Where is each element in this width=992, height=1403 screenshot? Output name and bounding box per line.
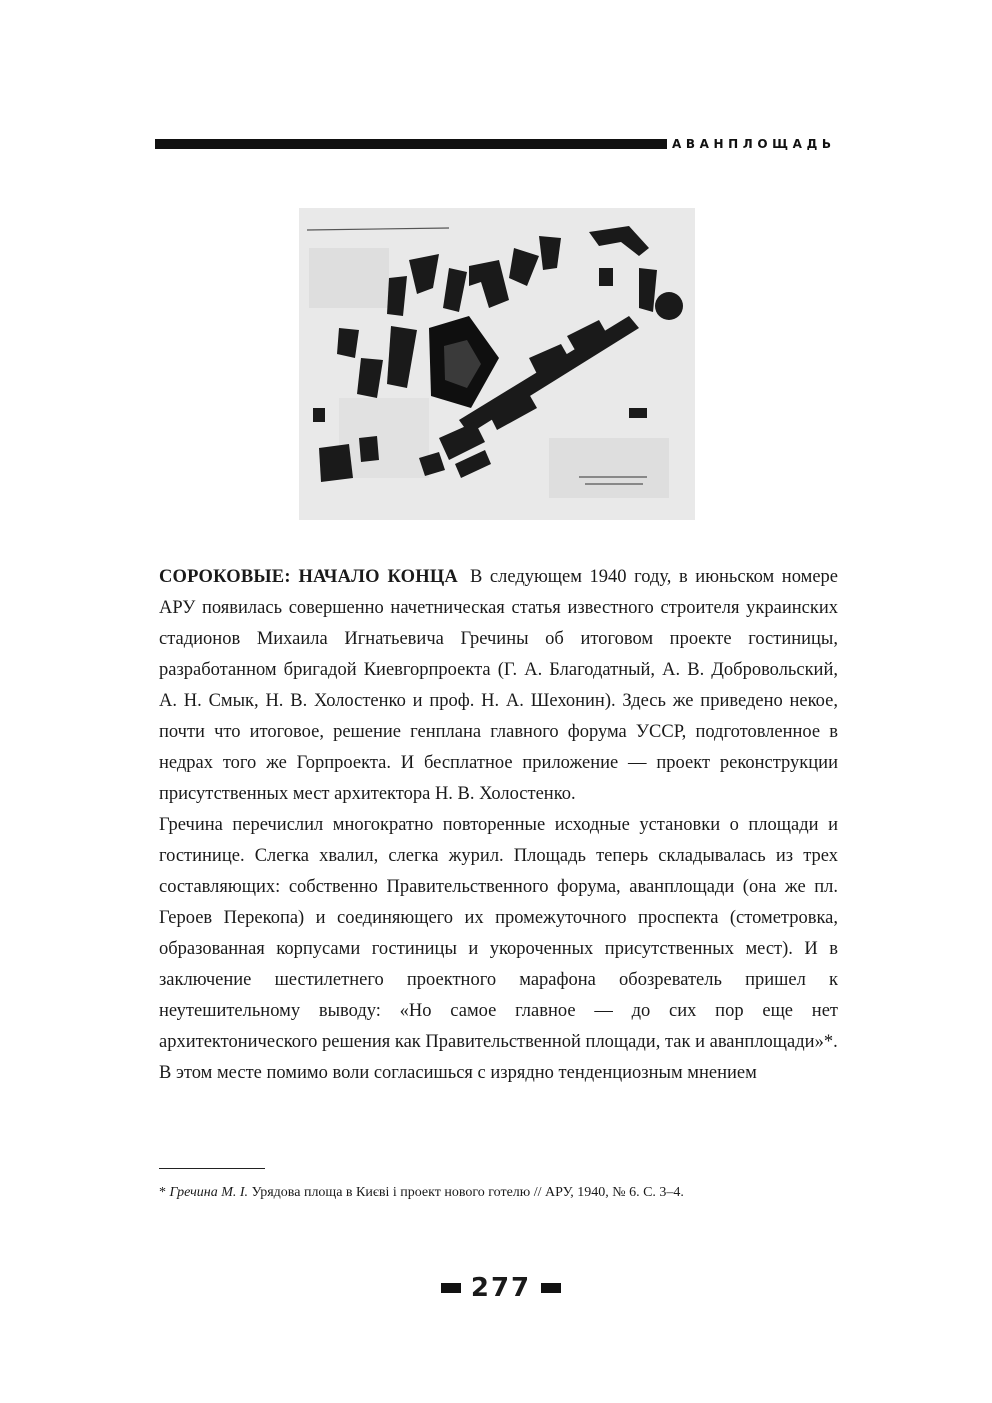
paragraph-2: Гречина перечислил многократно повторенные исходные установки о площади и гостинице. Слегка хвалил, слегка журил. Площадь теперь складывалась из трех составляющих: собственно Правительственного форума, аванплощади (она же пл. Героев Перекопа) и соединяющего их промежуточного проспекта (стометровка, образованная корпусами гостиницы и укороченных присутственных мест). И в заключение шестилетнего проектного марафона обозреватель пришел к неутешительному выводу: «Но самое главное — до сих пор еще нет архитектонического решения как Правительственной площади, так и аванплощади»*. bbox=[159, 815, 838, 1052]
running-head: АВАНПЛОЩАДЬ bbox=[672, 137, 836, 151]
paragraph-1-text: В следующем 1940 году, в июньском номере АРУ появилась совершенно начетническая статья известного строителя украинских стадионов Михаила Игнатьевича Гречины об итоговом проекте гостиницы, разработанном бригадой Киевгорпроекта (Г. А. Благодатный, А. В. Добровольский, А. Н. Смык, Н. В. Холостенко и проф. Н. А. Шехонин). Здесь же приведено некое, почти что итоговое, решение генплана главного форума УССР, подготовленное в недрах того же Горпроекта. И бесплатное приложение — проект реконструкции присутственных мест архитектора Н. В. Холостенко. bbox=[159, 567, 838, 804]
folio-bar-right bbox=[541, 1283, 561, 1293]
page-folio bbox=[436, 1270, 566, 1306]
footnote-citation: Урядова площа в Києві і проект нового готелю // АРУ, 1940, № 6. С. 3–4. bbox=[251, 1185, 684, 1200]
folio-bar-left bbox=[441, 1283, 461, 1293]
footnote bbox=[159, 1183, 839, 1203]
page-number: 277 bbox=[470, 1273, 532, 1303]
city-plan-figure bbox=[299, 208, 695, 520]
footnote-rule bbox=[159, 1168, 265, 1169]
paragraph-1 bbox=[159, 562, 838, 810]
footnote-marker: * bbox=[159, 1185, 166, 1200]
paragraph-3: В этом месте помимо воли согласишься с изрядно тенденциозным мнением bbox=[159, 1063, 757, 1083]
section-heading: СОРОКОВЫЕ: НАЧАЛО КОНЦА bbox=[159, 567, 458, 587]
body-text bbox=[159, 562, 838, 1089]
header-rule bbox=[155, 139, 667, 149]
city-plan-illustration bbox=[299, 208, 695, 520]
footnote-author: Гречина М. І. bbox=[169, 1185, 249, 1200]
